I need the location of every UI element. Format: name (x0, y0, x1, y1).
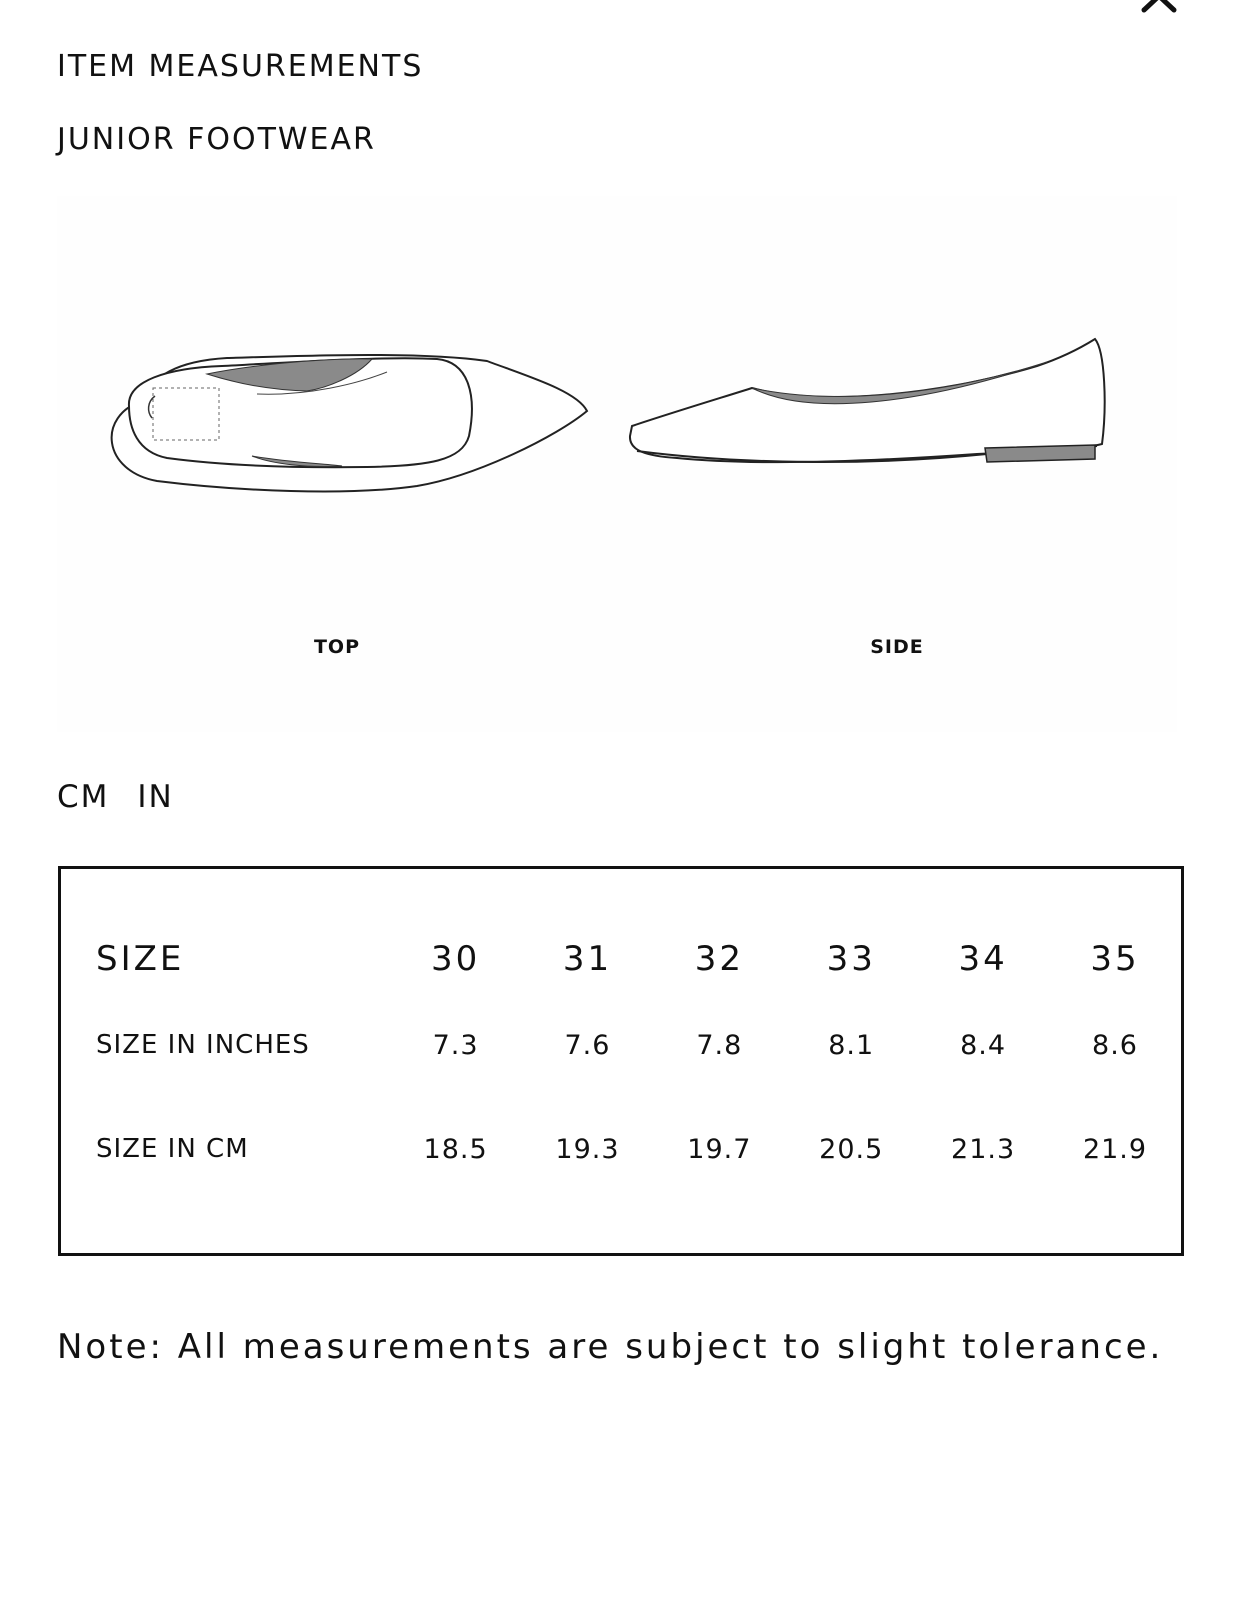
table-cell: 21.3 (951, 1133, 1016, 1165)
size-header-cell: 34 (958, 939, 1008, 979)
unit-in-button[interactable]: IN (137, 779, 174, 815)
table-cell: 7.3 (432, 1029, 479, 1061)
table-cell: 21.9 (1082, 1133, 1148, 1165)
size-header-cell: 31 (562, 939, 613, 979)
row-label: SIZE IN INCHES (96, 1030, 310, 1060)
table-cell: 18.5 (423, 1133, 488, 1165)
top-view-label: TOP (313, 636, 361, 658)
table-row (96, 993, 1181, 1097)
unit-toggle (57, 779, 174, 815)
tolerance-note: Note: All measurements are subject to slight tolerance. (57, 1327, 1164, 1367)
shoe-side-view-drawing (617, 296, 1177, 516)
table-row (96, 1097, 1181, 1201)
table-cell: 20.5 (819, 1133, 884, 1165)
table-cell: 7.8 (696, 1029, 743, 1061)
page-subtitle: JUNIOR FOOTWEAR (57, 122, 376, 157)
close-button[interactable] (1140, 0, 1180, 14)
side-view-label: SIDE (870, 636, 924, 658)
table-cell: 19.7 (687, 1133, 752, 1165)
table-header-row (96, 925, 1181, 993)
unit-cm-button[interactable]: CM (57, 779, 110, 815)
page-title: ITEM MEASUREMENTS (57, 49, 424, 84)
size-header-cell: 33 (826, 939, 876, 979)
top-view (57, 196, 617, 732)
table-cell: 8.1 (828, 1029, 875, 1061)
close-icon (1140, 0, 1180, 14)
table-cell: 19.3 (555, 1133, 620, 1165)
size-header-cell: 35 (1090, 939, 1140, 979)
size-chart (58, 866, 1184, 1256)
shoe-illustrations (57, 196, 1177, 732)
size-header-cell: 32 (694, 939, 744, 979)
shoe-top-view-drawing (57, 296, 617, 516)
side-view (617, 196, 1177, 732)
row-label: SIZE IN CM (96, 1134, 249, 1164)
size-table (96, 925, 1181, 1201)
table-cell: 8.4 (960, 1029, 1007, 1061)
table-cell: 7.6 (564, 1029, 611, 1061)
size-header-label: SIZE (96, 939, 185, 979)
size-header-cell: 30 (430, 939, 481, 979)
table-cell: 8.6 (1092, 1029, 1138, 1061)
